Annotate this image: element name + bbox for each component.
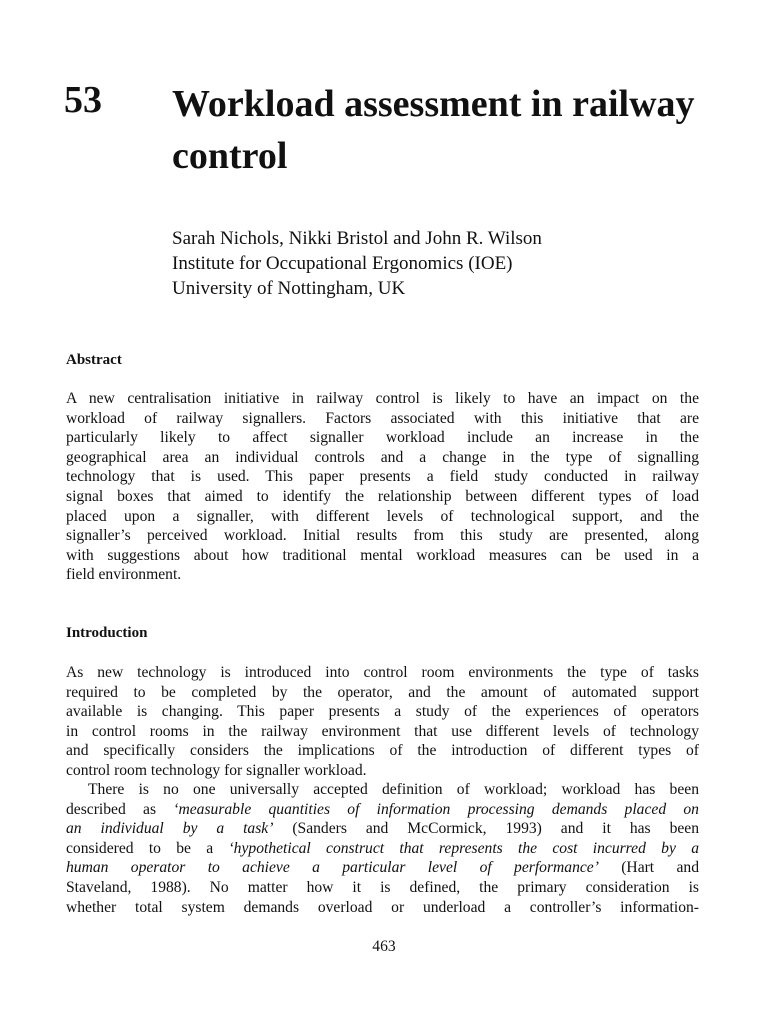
introduction-paragraph-2 bbox=[66, 780, 699, 917]
abstract-line: field environment. bbox=[66, 566, 182, 584]
quote-text: ‘hypothetical construct that represents the cost incurred by a bbox=[228, 839, 699, 857]
author-university: University of Nottingham, UK bbox=[172, 278, 406, 299]
abstract-paragraph bbox=[66, 389, 699, 585]
intro-line bbox=[66, 839, 699, 859]
intro-line: control room technology for signaller workload. bbox=[66, 761, 367, 779]
abstract-heading: Abstract bbox=[66, 352, 122, 368]
intro-line bbox=[66, 858, 699, 878]
intro-line: As new technology is introduced into control room environments the type of tasks bbox=[66, 664, 699, 681]
abstract-line: technology that is used. This paper presents a field study conducted in railway bbox=[66, 468, 699, 486]
abstract-line: with suggestions about how traditional mental workload measures can be used in a bbox=[66, 546, 699, 564]
abstract-line: signal boxes that aimed to identify the relationship between different types of load bbox=[66, 487, 699, 505]
intro-line bbox=[66, 819, 699, 839]
intro-text: (Sanders and McCormick, 1993) and it has been bbox=[273, 820, 700, 838]
intro-line: and specifically considers the implications of the introduction of different types of bbox=[66, 742, 699, 760]
abstract-line: placed upon a signaller, with different levels of technological support, and the bbox=[66, 507, 699, 525]
intro-line: whether total system demands overload or underload a controller’s information- bbox=[66, 898, 699, 916]
abstract-line: A new centralisation initiative in railway control is likely to have an impact on the bbox=[66, 390, 699, 407]
abstract-line: geographical area an individual controls and a change in the type of signalling bbox=[66, 448, 699, 466]
intro-line: Staveland, 1988). No matter how it is defined, the primary consideration is bbox=[66, 878, 699, 896]
page-number: 463 bbox=[372, 938, 396, 955]
quote-text: an individual by a task’ bbox=[66, 820, 274, 838]
quote-text: ‘measurable quantities of information processing demands placed on bbox=[173, 800, 699, 818]
intro-line: available is changing. This paper presents a study of the experiences of operators bbox=[66, 703, 699, 721]
intro-text: described as bbox=[66, 800, 174, 818]
chapter-number: 53 bbox=[64, 79, 102, 121]
introduction-heading: Introduction bbox=[66, 625, 148, 641]
intro-line bbox=[66, 800, 699, 820]
abstract-line: particularly likely to affect signaller workload include an increase in the bbox=[66, 429, 699, 447]
intro-line: required to be completed by the operator, and the amount of automated support bbox=[66, 683, 699, 701]
author-block bbox=[172, 226, 732, 301]
abstract-line: workload of railway signallers. Factors associated with this initiative that are bbox=[66, 409, 699, 427]
author-names: Sarah Nichols, Nikki Bristol and John R. Wilson bbox=[172, 228, 542, 249]
author-institute: Institute for Occupational Ergonomics (IOE) bbox=[172, 253, 513, 274]
abstract-line: signaller’s perceived workload. Initial results from this study are presented, along bbox=[66, 527, 699, 545]
intro-line: in control rooms in the railway environment that use different levels of technology bbox=[66, 722, 699, 740]
quote-text: human operator to achieve a particular level of performance’ bbox=[66, 859, 599, 877]
intro-line: There is no one universally accepted definition of workload; workload has been bbox=[88, 781, 699, 798]
introduction-paragraph-1 bbox=[66, 663, 699, 781]
chapter-title: Workload assessment in railway control bbox=[172, 83, 695, 177]
intro-text: (Hart and bbox=[598, 859, 699, 877]
intro-text: considered to be a bbox=[66, 839, 229, 857]
